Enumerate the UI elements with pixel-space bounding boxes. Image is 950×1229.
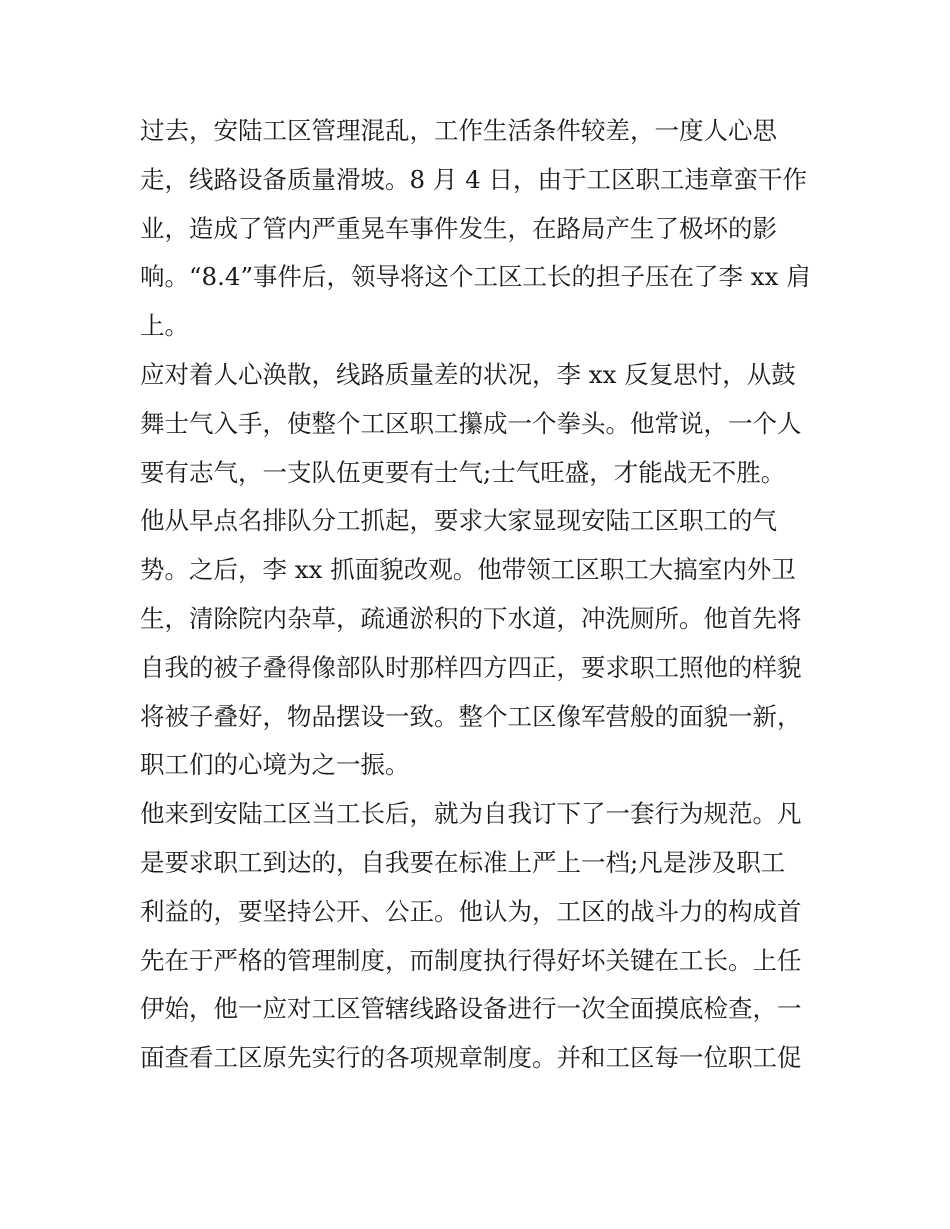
text-line: 舞士气入手，使整个工区职工攥成一个拳头。他常说，一个人 <box>140 408 802 438</box>
text-line: 过去，安陆工区管理混乱，工作生活条件较差，一度人心思 <box>140 116 777 145</box>
text-line: 职工们的心境为之一振。 <box>140 750 410 780</box>
text-line: 生，清除院内杂草，疏通淤积的下水道，冲洗厕所。他首先将 <box>140 603 802 633</box>
text-line: 伊始，他一应对工区管辖线路设备进行一次全面摸底检查，一 <box>140 994 802 1024</box>
document-body <box>140 107 820 1083</box>
text-line: 他从早点名排队分工抓起，要求大家显现安陆工区职工的气 <box>140 506 777 536</box>
text-line: 业，造成了管内严重晃车事件发生，在路局产生了极坏的影 <box>140 213 777 243</box>
text-line: 走，线路设备质量滑坡。8 月 4 日，由于工区职工违章蛮干作 <box>140 164 808 194</box>
text-line: 利益的，要坚持公开、公正。他认为，工区的战斗力的构成首 <box>140 896 802 926</box>
text-line: 面查看工区原先实行的各项规章制度。并和工区每一位职工促 <box>140 1043 802 1073</box>
text-line: 自我的被子叠得像部队时那样四方四正，要求职工照他的样貌 <box>140 652 802 682</box>
text-line: 应对着人心涣散，线路质量差的状况，李 xx 反复思忖，从鼓 <box>140 359 796 389</box>
text-line: 将被子叠好，物品摆设一致。整个工区像军营般的面貌一新， <box>140 701 802 731</box>
text-line: 先在于严格的管理制度，而制度执行得好坏关键在工长。上任 <box>140 945 802 975</box>
text-line: 势。之后，李 xx 抓面貌改观。他带领工区职工大搞室内外卫 <box>140 555 796 585</box>
text-line: 响。“8.4”事件后，领导将这个工区工长的担子压在了李 xx 肩 <box>140 262 811 292</box>
text-line: 是要求职工到达的，自我要在标准上严上一档;凡是涉及职工 <box>140 847 786 877</box>
text-line: 他来到安陆工区当工长后，就为自我订下了一套行为规范。凡 <box>140 799 802 829</box>
text-line: 上。 <box>140 311 189 341</box>
text-line: 要有志气，一支队伍更要有士气;士气旺盛，才能战无不胜。 <box>140 457 786 487</box>
